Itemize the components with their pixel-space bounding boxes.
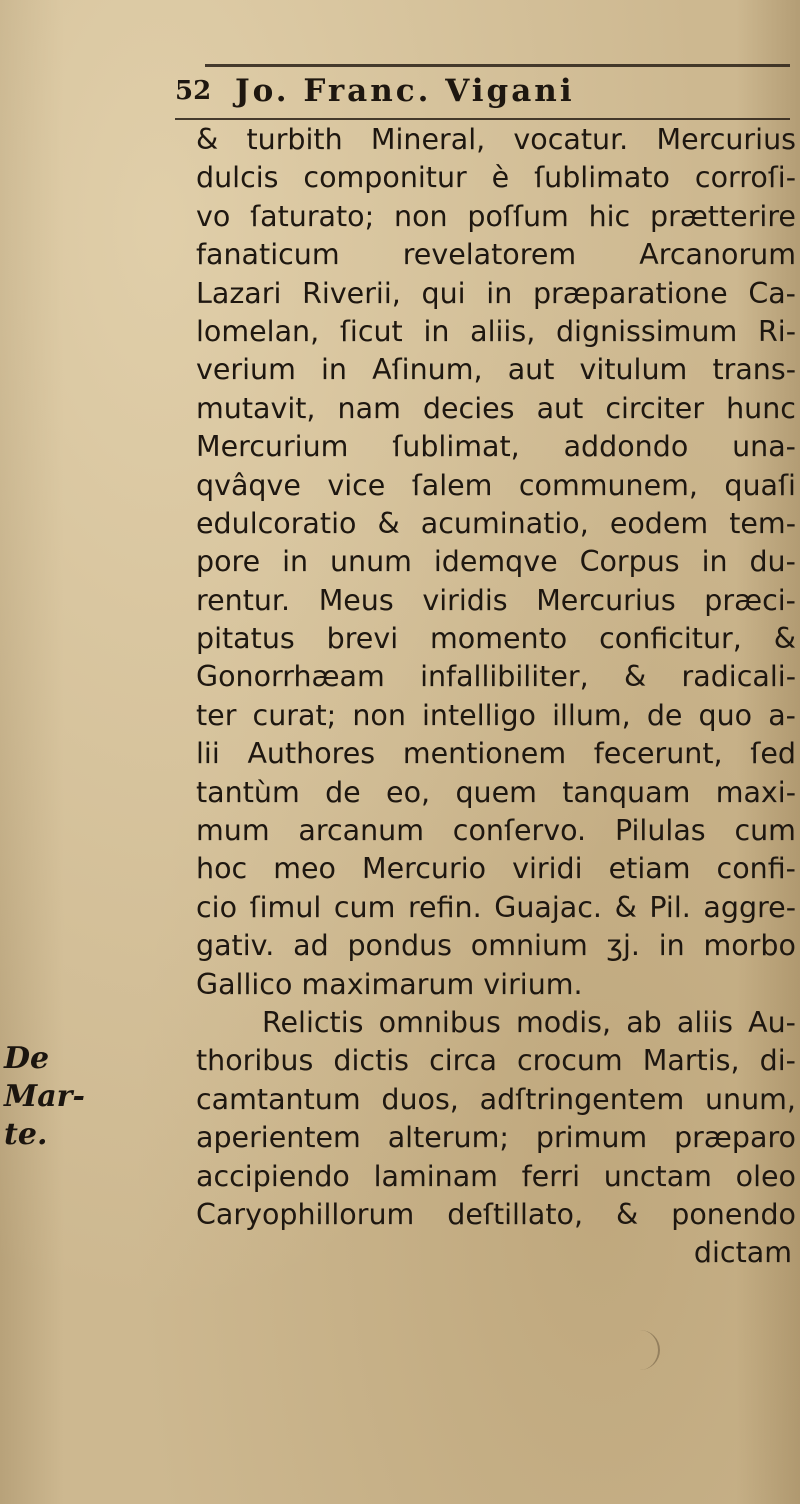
word: circa	[429, 1044, 497, 1078]
text-line	[196, 121, 796, 159]
text-line	[196, 467, 796, 505]
word: tem-	[729, 506, 796, 540]
running-head	[175, 66, 735, 116]
word: Au-	[748, 1005, 796, 1039]
word: quem	[455, 775, 537, 809]
word: dulcis	[196, 161, 279, 195]
word: camtantum	[196, 1082, 361, 1116]
word: acuminatio,	[420, 506, 589, 540]
text-line	[196, 351, 796, 389]
text-line	[196, 390, 796, 428]
word: ſublimat,	[392, 430, 520, 464]
word: dignissimum	[555, 314, 738, 348]
word: mutavit,	[196, 391, 316, 425]
word: ponendo	[671, 1197, 796, 1231]
word: morbo	[703, 929, 796, 963]
word: tantùm	[196, 775, 300, 809]
word: di-	[759, 1044, 796, 1078]
text-line	[196, 812, 796, 850]
word: Gonorrhæam	[196, 660, 385, 694]
word: Pil.	[649, 890, 691, 924]
paragraph-start-line	[196, 1004, 796, 1042]
word: lomelan,	[196, 314, 320, 348]
word: mentionem	[402, 737, 567, 771]
text-line	[196, 543, 796, 581]
word: eodem	[609, 506, 709, 540]
word: Mercurium	[196, 430, 349, 464]
word: thoribus	[196, 1044, 314, 1078]
word: ab	[626, 1005, 662, 1039]
word: quaſi	[724, 468, 796, 502]
word: Lazari	[196, 276, 282, 310]
word: Authores	[247, 737, 376, 771]
text-line	[196, 1196, 796, 1234]
word: aperientem	[196, 1121, 361, 1155]
word: Ca-	[748, 276, 796, 310]
paper-fold-mark	[618, 1330, 660, 1370]
text-line	[196, 1081, 796, 1119]
word: crocum	[517, 1044, 623, 1078]
word: vocatur.	[513, 123, 629, 156]
word: Caryophillorum	[196, 1197, 415, 1231]
word: conficitur,	[599, 622, 742, 656]
word: alterum;	[387, 1121, 509, 1155]
word: rentur.	[196, 583, 291, 617]
word: idemqve	[433, 545, 558, 579]
word: Mercurio	[362, 852, 487, 886]
word: qvâqve	[196, 468, 301, 502]
word: vice	[327, 468, 386, 502]
word: modis,	[515, 1005, 612, 1039]
word: illum,	[552, 698, 631, 732]
word: in	[658, 929, 685, 963]
word: qui	[421, 276, 466, 310]
word: unum	[329, 545, 412, 579]
word: intelligo	[422, 698, 536, 732]
word: aliis,	[470, 314, 536, 348]
word: Martis,	[642, 1044, 740, 1078]
word: arcanum	[298, 814, 424, 848]
text-line	[196, 428, 796, 466]
word: Mercurius	[536, 583, 676, 617]
word: ſalem	[411, 468, 493, 502]
word: &	[196, 123, 219, 156]
word: ſed	[750, 737, 796, 771]
word: fecerunt,	[593, 737, 723, 771]
word: eo,	[386, 775, 431, 809]
word: omnibus	[378, 1005, 501, 1039]
text-line	[196, 658, 796, 696]
word: verium	[196, 353, 296, 387]
word: in	[321, 353, 347, 387]
word: in	[486, 276, 513, 310]
text-line	[196, 927, 796, 965]
page-number: 52	[175, 76, 212, 106]
text-line	[196, 1042, 796, 1080]
word: cum	[734, 814, 796, 848]
word: etiam	[608, 852, 691, 886]
word: oleo	[735, 1159, 796, 1193]
word: unum,	[704, 1082, 796, 1116]
word: de	[646, 698, 683, 732]
word: corroſi-	[694, 161, 796, 195]
header-rule	[175, 118, 790, 120]
word: dictis	[333, 1044, 410, 1078]
word: ſicut	[339, 314, 403, 348]
word: meo	[273, 852, 336, 886]
text-line	[196, 198, 796, 236]
word: cum	[333, 890, 396, 924]
word: &	[616, 1197, 639, 1231]
word: pitatus	[196, 622, 295, 656]
word: de	[325, 775, 361, 809]
catchword: dictam	[693, 1236, 792, 1270]
word: Relictis	[262, 1005, 364, 1039]
word: confi-	[716, 852, 796, 886]
word: ad	[293, 929, 329, 963]
text-line	[196, 505, 796, 543]
word: mum	[196, 814, 270, 848]
word: &	[614, 890, 637, 924]
word: du-	[749, 545, 796, 579]
text-line	[196, 774, 796, 812]
word: a-	[768, 698, 796, 732]
text-line: Gallico maximarum virium.	[196, 967, 583, 1001]
margin-note-line: te.	[4, 1117, 48, 1152]
word: præci-	[704, 583, 796, 617]
word: fanaticum	[196, 238, 340, 272]
word: Mineral,	[370, 123, 486, 156]
word: gativ.	[196, 929, 275, 963]
word: hoc	[196, 852, 248, 886]
margin-note-line: De Mar-	[4, 1041, 85, 1114]
text-line	[196, 735, 796, 773]
word: in	[701, 545, 728, 579]
word: edulcoratio	[196, 506, 357, 540]
word: componitur	[303, 161, 467, 195]
word: aliis	[676, 1005, 733, 1039]
text-line	[196, 1119, 796, 1157]
word: in	[423, 314, 450, 348]
word: in	[282, 545, 309, 579]
word: unctam	[603, 1159, 712, 1193]
word: &	[623, 660, 647, 694]
text-line	[196, 697, 796, 735]
word: ſublimato	[534, 161, 670, 195]
word: adſtringentem	[479, 1082, 685, 1116]
word: Mercurius	[656, 123, 796, 156]
word: Meus	[318, 583, 394, 617]
word: è	[491, 161, 510, 195]
word: radicali-	[681, 660, 796, 694]
word: aggre-	[703, 890, 796, 924]
word: accipiendo	[196, 1159, 350, 1193]
word: circiter	[605, 391, 705, 425]
word: infallibiliter,	[420, 660, 589, 694]
word: revelatorem	[402, 238, 577, 272]
word: Ri-	[757, 314, 796, 348]
word: hic	[588, 199, 631, 233]
word: refin.	[407, 890, 482, 924]
text-line	[196, 850, 796, 888]
word: Pilulas	[614, 814, 706, 848]
word: decies	[422, 391, 515, 425]
word: Corpus	[579, 545, 680, 579]
word: cio	[196, 890, 238, 924]
word: lii	[196, 737, 220, 771]
word: conſervo.	[452, 814, 587, 848]
word: &	[377, 506, 400, 540]
word: vitulum	[579, 353, 688, 387]
word: brevi	[326, 622, 399, 656]
word: ʒj.	[606, 929, 640, 963]
word: hunc	[726, 391, 796, 425]
word: ſaturato;	[250, 199, 375, 233]
text-line	[196, 1158, 796, 1196]
text-line	[196, 159, 796, 197]
word: viridis	[422, 583, 508, 617]
word: ter	[196, 698, 237, 732]
body-text	[196, 121, 796, 1273]
word: vo	[196, 199, 231, 233]
word: trans-	[712, 353, 796, 387]
word: pore	[196, 545, 261, 579]
word: &	[773, 622, 796, 656]
word: Arcanorum	[639, 238, 796, 272]
word: ferri	[521, 1159, 581, 1193]
word: turbith	[246, 123, 343, 156]
word: laminam	[373, 1159, 498, 1193]
word: communem,	[518, 468, 698, 502]
word: non	[394, 199, 448, 233]
word: præparo	[674, 1121, 796, 1155]
word: non	[352, 698, 406, 732]
word: aut	[536, 391, 584, 425]
word: præparatione	[532, 276, 728, 310]
word: viridi	[512, 852, 583, 886]
word: poſſum	[467, 199, 569, 233]
text-line	[196, 620, 796, 658]
word: deſtillato,	[447, 1197, 584, 1231]
word: aut	[507, 353, 555, 387]
word: Riverii,	[302, 276, 401, 310]
text-line	[196, 275, 796, 313]
text-line	[196, 889, 796, 927]
margin-note	[4, 1040, 134, 1154]
text-line	[196, 582, 796, 620]
word: prætterire	[650, 199, 796, 233]
word: Aſinum,	[372, 353, 483, 387]
word: curat;	[252, 698, 337, 732]
word: maxi-	[715, 775, 796, 809]
word: duos,	[381, 1082, 459, 1116]
word: addondo	[563, 430, 689, 464]
word: pondus	[347, 929, 453, 963]
word: tanquam	[562, 775, 691, 809]
word: primum	[535, 1121, 648, 1155]
word: omnium	[470, 929, 588, 963]
header-title: Jo. Franc. Vigani	[235, 73, 575, 109]
word: momento	[430, 622, 568, 656]
word: nam	[337, 391, 401, 425]
word: quo	[698, 698, 753, 732]
text-line	[196, 313, 796, 351]
text-line	[196, 236, 796, 274]
word: Guajac.	[494, 890, 602, 924]
word: ſimul	[249, 890, 322, 924]
word: una-	[732, 430, 796, 464]
